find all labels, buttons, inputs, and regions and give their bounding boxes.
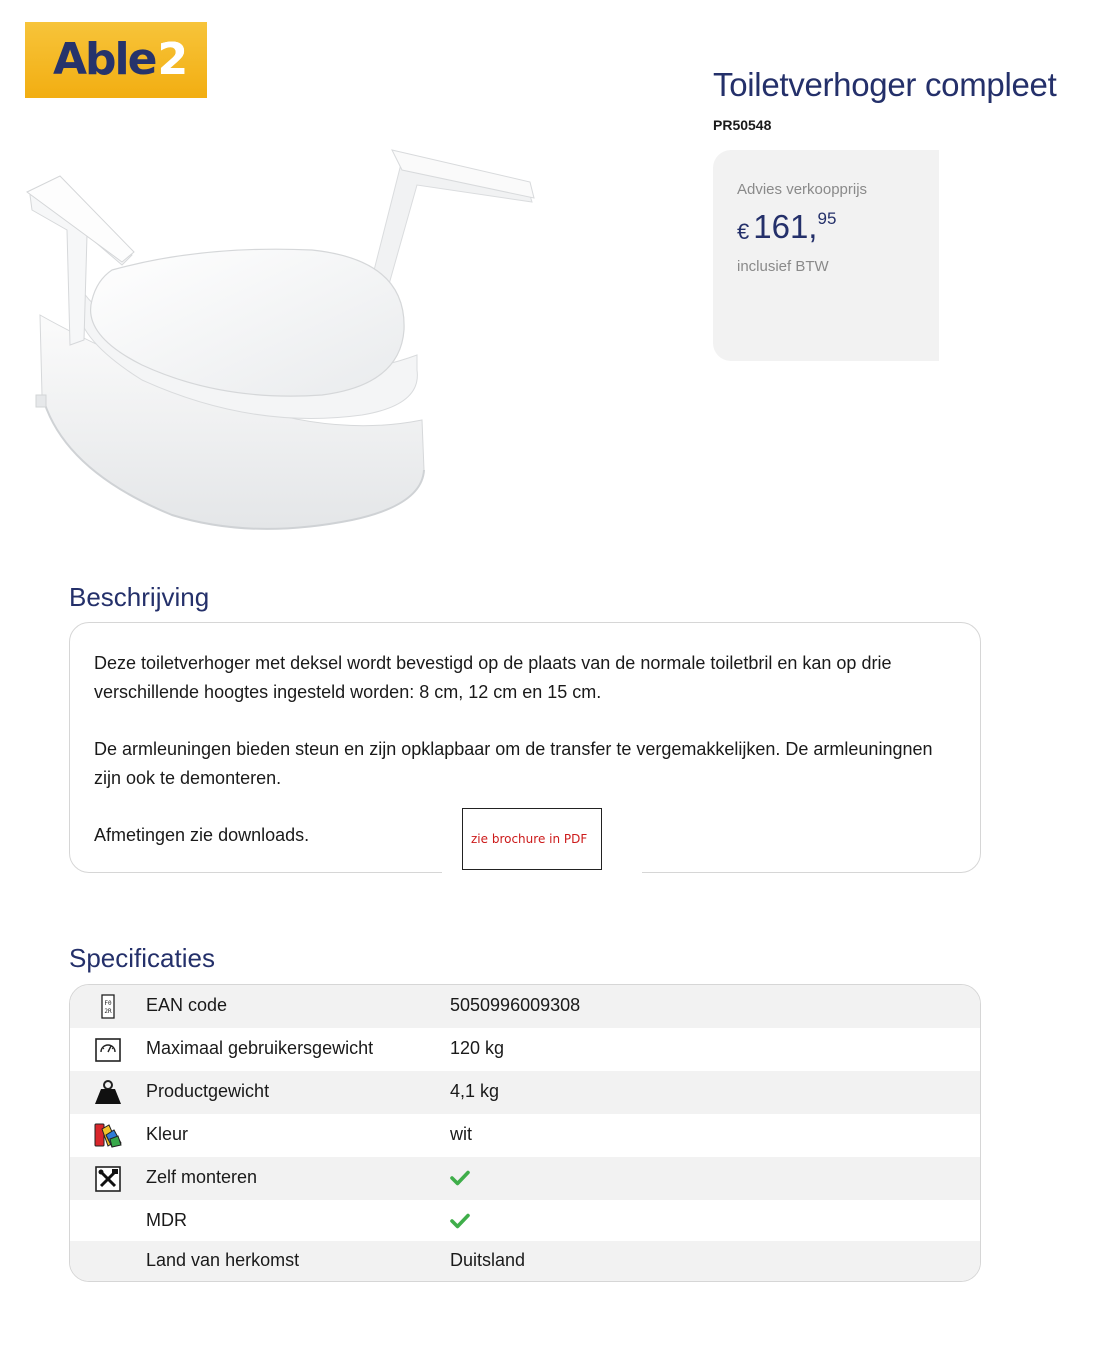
price-amount <box>737 208 836 247</box>
product-code: PR50548 <box>713 117 772 133</box>
product-title: Toiletverhoger compleet <box>713 66 1057 103</box>
spec-label: Land van herkomst <box>146 1250 300 1270</box>
logo-text-main: Able <box>53 34 156 85</box>
spec-value: 4,1 kg <box>450 1081 500 1101</box>
check-icon <box>450 1213 470 1229</box>
price-label: Advies verkoopprijs <box>737 181 868 198</box>
svg-text:F0: F0 <box>104 1000 112 1007</box>
spec-label: Productgewicht <box>146 1081 270 1101</box>
price-vat-note: inclusief BTW <box>737 258 829 275</box>
price-cents: 95 <box>817 209 837 228</box>
svg-text:2R: 2R <box>104 1008 112 1015</box>
tools-icon <box>94 1165 122 1193</box>
description-heading: Beschrijving <box>69 582 210 612</box>
weight-icon <box>94 1078 122 1106</box>
description-paragraph: Afmetingen zie downloads. <box>94 825 310 845</box>
spec-row-color <box>70 1114 981 1157</box>
price-currency: € <box>737 218 750 244</box>
spec-row-max-weight <box>70 1028 981 1071</box>
specs-heading: Specificaties <box>69 943 215 973</box>
brochure-pdf-label: zie brochure in PDF <box>471 832 588 846</box>
brand-logo[interactable] <box>25 22 207 98</box>
spec-row-product-weight <box>70 1071 981 1114</box>
specs-table <box>69 984 981 1282</box>
logo-text-accent: 2 <box>157 34 187 85</box>
spec-label: Maximaal gebruikersgewicht <box>146 1038 374 1058</box>
description-paragraph: Deze toiletverhoger met deksel wordt bevestigd op de plaats van de normale toiletbril en kan op drie verschillende hoogtes ingesteld worden: 8 cm, 12 cm en 15 cm. <box>94 653 892 702</box>
spec-row-origin <box>70 1241 981 1282</box>
spec-value: wit <box>450 1124 472 1144</box>
price-card <box>713 150 939 361</box>
spec-label: EAN code <box>146 995 228 1015</box>
price-whole: 161, <box>753 208 818 245</box>
spec-row-mdr <box>70 1200 981 1241</box>
scale-icon <box>94 1036 122 1064</box>
spec-value: 120 kg <box>450 1038 505 1058</box>
spec-row-ean <box>70 985 981 1028</box>
product-image <box>22 140 542 540</box>
spec-label: Zelf monteren <box>146 1167 258 1187</box>
spec-label: Kleur <box>146 1124 189 1144</box>
spec-row-self-assembly <box>70 1157 981 1200</box>
spec-value: 5050996009308 <box>450 995 581 1015</box>
logo-text <box>53 32 186 88</box>
barcode-icon <box>94 993 122 1021</box>
check-icon <box>450 1170 470 1186</box>
color-palette-icon <box>94 1121 122 1149</box>
brochure-pdf-link[interactable] <box>462 808 602 870</box>
spec-value: Duitsland <box>450 1250 526 1270</box>
spec-label: MDR <box>146 1210 187 1230</box>
description-paragraph: De armleuningen bieden steun en zijn opklapbaar om de transfer te vergemakkelijken. De armleuningnen zijn ook te demonteren. <box>94 739 933 788</box>
